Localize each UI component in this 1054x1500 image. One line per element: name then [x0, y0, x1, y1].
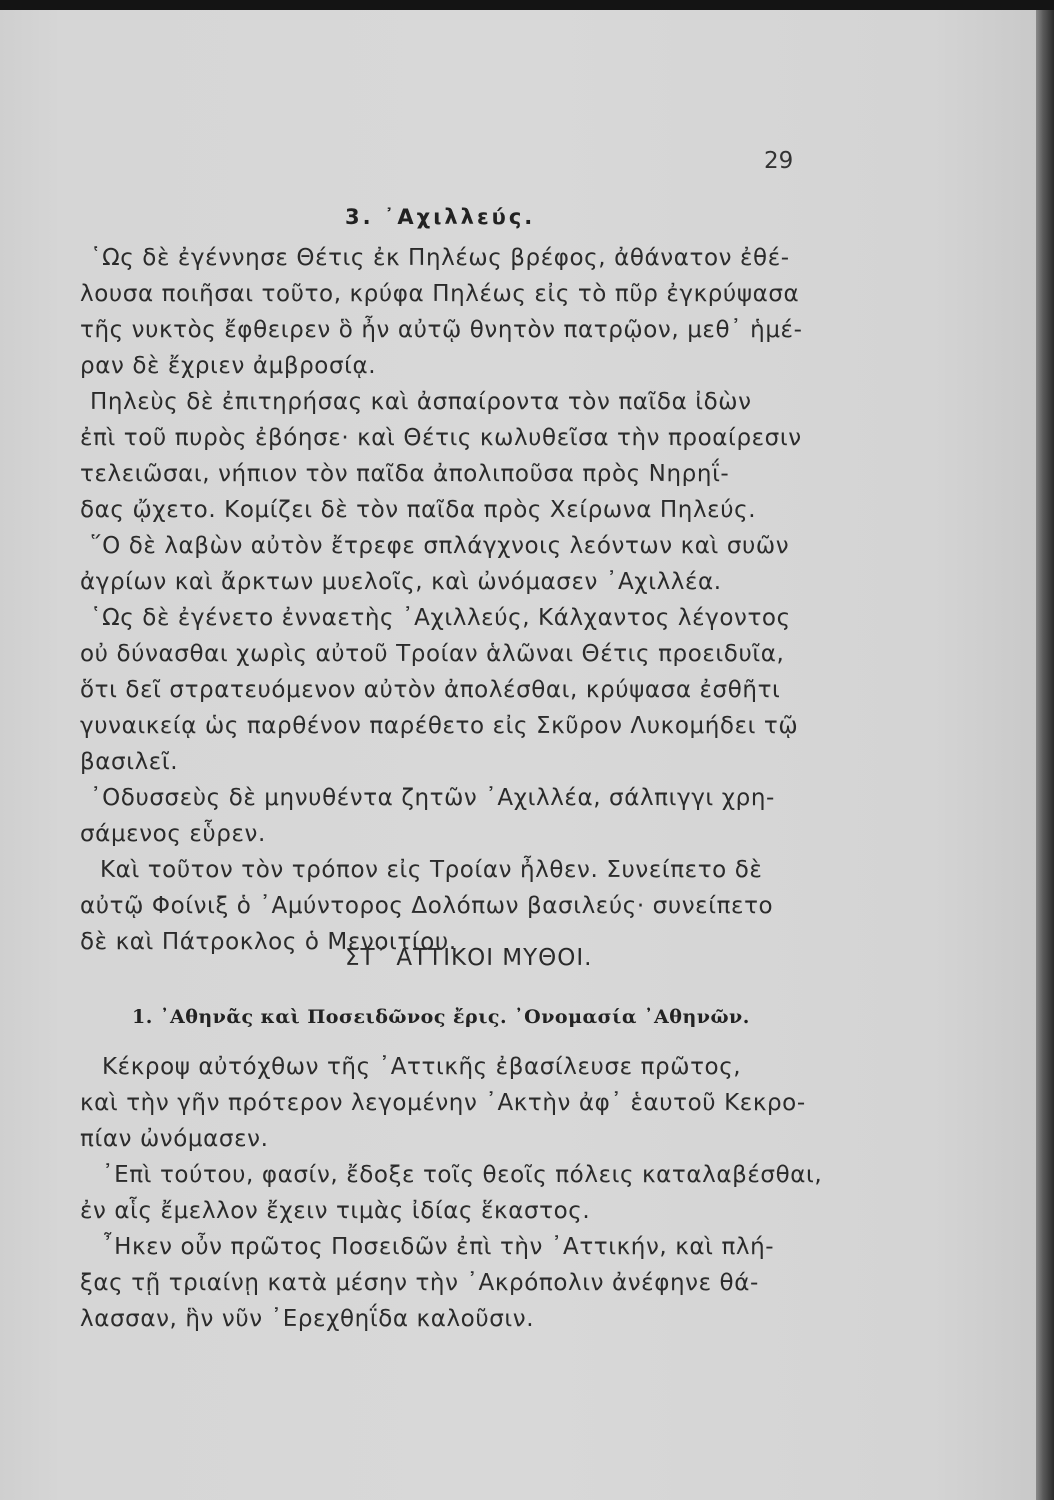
text-line: τῆς νυκτὸς ἔφθειρεν ὃ ἦν αὐτῷ θνητὸν πατρῷον, μεθ᾿ ἡμέ-: [80, 317, 803, 343]
text-line: οὐ δύνασθαι χωρὶς αὐτοῦ Τροίαν ἁλῶναι Θέτις προειδυῖα,: [80, 641, 785, 667]
text-line: ῏Ηκεν οὖν πρῶτος Ποσειδῶν ἐπὶ τὴν ᾿Αττικήν, καὶ πλή-: [102, 1234, 775, 1260]
text-line: ξας τῇ τριαίνῃ κατὰ μέσην τὴν ᾿Ακρόπολιν ἀνέφηνε θά-: [80, 1270, 759, 1296]
section-text: [80, 240, 832, 960]
text-line: τελειῶσαι, νήπιον τὸν παῖδα ἀπολιποῦσα πρὸς Νηρηΐ-: [80, 461, 730, 487]
text-line: δας ᾤχετο. Κομίζει δὲ τὸν παῖδα πρὸς Χείρωνα Πηλεύς.: [80, 497, 757, 523]
text-line: πίαν ὠνόμασεν.: [80, 1126, 269, 1152]
book-page: [0, 10, 1036, 1500]
text-line: ᾿Οδυσσεὺς δὲ μηνυθέντα ζητῶν ᾿Αχιλλέα, σάλπιγγι χρη-: [90, 785, 775, 811]
text-line: Κέκροψ αὐτόχθων τῆς ᾿Αττικῆς ἐβασίλευσε πρῶτος,: [102, 1054, 742, 1080]
section-title: 3. ᾿Αχιλλεύς.: [345, 205, 536, 229]
page-number: 29: [764, 148, 794, 174]
chapter-text: [80, 1049, 832, 1337]
text-line: ῞Ο δὲ λαβὼν αὐτὸν ἔτρεφε σπλάγχνοις λεόντων καὶ συῶν: [90, 533, 790, 559]
text-line: λασσαν, ἣν νῦν ᾿Ερεχθηΐδα καλοῦσιν.: [80, 1306, 535, 1332]
text-line: ἀγρίων καὶ ἄρκτων μυελοῖς, καὶ ὠνόμασεν ᾿Αχιλλέα.: [80, 569, 722, 595]
text-line: ραν δὲ ἔχριεν ἀμβροσίᾳ.: [80, 353, 377, 379]
text-line: σάμενος εὗρεν.: [80, 821, 266, 847]
text-line: ὅτι δεῖ στρατευόμενον αὐτὸν ἀπολέσθαι, κρύψασα ἐσθῆτι: [80, 677, 781, 703]
text-line: γυναικείᾳ ὡς παρθένον παρέθετο εἰς Σκῦρον Λυκομήδει τῷ: [80, 713, 799, 739]
text-line: ἐν αἷς ἔμελλον ἔχειν τιμὰς ἰδίας ἕκαστος.: [80, 1198, 591, 1224]
text-line: δὲ καὶ Πάτροκλος ὁ Μενοιτίου.: [80, 929, 457, 955]
text-line: Καὶ τοῦτον τὸν τρόπον εἰς Τροίαν ἦλθεν. Συνείπετο δὲ: [100, 857, 763, 883]
chapter-title: ΣΤ΄ ΑΤΤΙΚΟΙ ΜΥΘΟΙ.: [345, 945, 593, 971]
text-line: ῾Ως δὲ ἐγέννησε Θέτις ἐκ Πηλέως βρέφος, ἀθάνατον ἐθέ-: [90, 245, 790, 271]
chapter-subtitle: 1. ᾿Αθηνᾶς καὶ Ποσειδῶνος ἔρις. ᾿Ονομασία ᾿Αθηνῶν.: [132, 1006, 750, 1028]
text-line: καὶ τὴν γῆν πρότερον λεγομένην ᾿Ακτὴν ἀφ᾿ ἑαυτοῦ Κεκρο-: [80, 1090, 806, 1116]
text-line: λουσα ποιῆσαι τοῦτο, κρύφα Πηλέως εἰς τὸ πῦρ ἐγκρύψασα: [80, 281, 800, 307]
text-line: ᾿Επὶ τούτου, φασίν, ἔδοξε τοῖς θεοῖς πόλεις καταλαβέσθαι,: [102, 1162, 823, 1188]
text-line: βασιλεῖ.: [80, 749, 179, 775]
page-binding-shadow: [1036, 10, 1054, 1500]
text-line: Πηλεὺς δὲ ἐπιτηρήσας καὶ ἀσπαίροντα τὸν παῖδα ἰδὼν: [90, 389, 752, 415]
text-line: αὐτῷ Φοίνιξ ὁ ᾿Αμύντορος Δολόπων βασιλεύς· συνείπετο: [80, 893, 774, 919]
text-line: ῾Ως δὲ ἐγένετο ἐνναετὴς ᾿Αχιλλεύς, Κάλχαντος λέγοντος: [90, 605, 791, 631]
text-line: ἐπὶ τοῦ πυρὸς ἐβόησε· καὶ Θέτις κωλυθεῖσα τὴν προαίρεσιν: [80, 425, 802, 451]
